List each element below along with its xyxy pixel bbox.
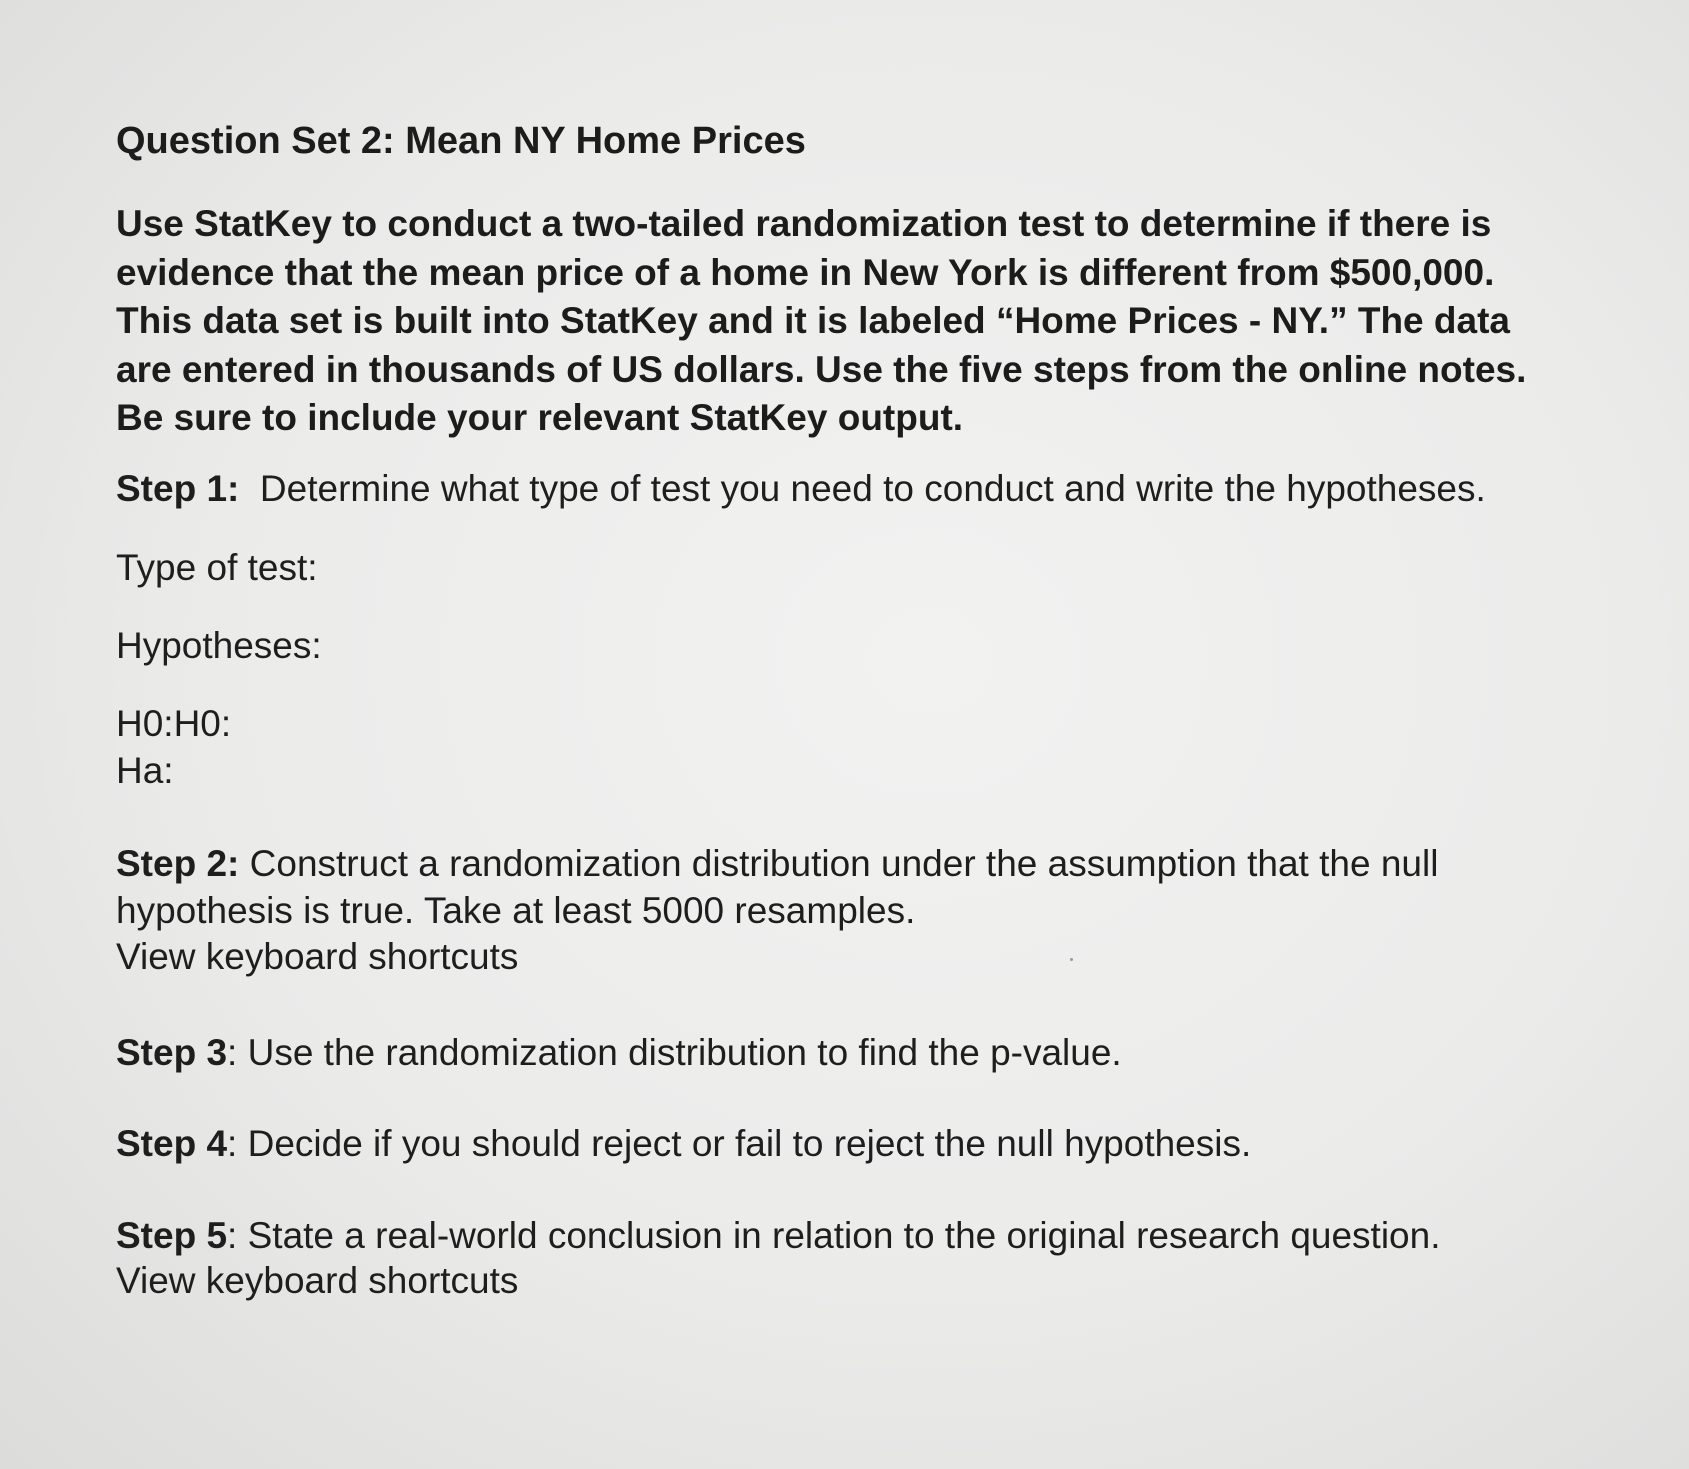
intro-line: are entered in thousands of US dollars. Use the five steps from the online notes. bbox=[116, 348, 1527, 390]
step3-label: Step 3 bbox=[116, 1032, 228, 1073]
type-of-test-label: Type of test: bbox=[116, 547, 318, 588]
step1-text: Determine what type of test you need to conduct and write the hypotheses. bbox=[259, 468, 1486, 509]
step2-line bbox=[116, 843, 1438, 885]
intro-paragraph bbox=[116, 200, 1526, 443]
ha-label: Ha: bbox=[116, 750, 174, 791]
step1-line bbox=[116, 468, 1486, 510]
step5-text: : State a real-world conclusion in relation to the original research question. bbox=[227, 1215, 1441, 1256]
step4-line bbox=[116, 1123, 1251, 1165]
step2-text: Construct a randomization distribution under the assumption that the null bbox=[249, 843, 1439, 884]
step5-label: Step 5 bbox=[116, 1215, 228, 1256]
hypotheses-label: Hypotheses: bbox=[116, 625, 322, 666]
intro-line: Use StatKey to conduct a two-tailed randomization test to determine if there is bbox=[116, 203, 1492, 244]
intro-line: evidence that the mean price of a home in New York is different from $500,000. bbox=[116, 251, 1495, 293]
step2-text-continued: hypothesis is true. Take at least 5000 resamples. bbox=[116, 890, 916, 931]
page-title: Question Set 2: Mean NY Home Prices bbox=[116, 120, 806, 162]
step2-label: Step 2: bbox=[116, 843, 240, 884]
intro-line: This data set is built into StatKey and it is labeled “Home Prices - NY.” The data bbox=[116, 300, 1510, 341]
step5-line bbox=[116, 1215, 1441, 1257]
step5-keyboard-shortcuts-link[interactable]: View keyboard shortcuts bbox=[116, 1260, 519, 1301]
step1-label: Step 1: bbox=[116, 468, 240, 509]
step2-keyboard-shortcuts-link[interactable]: View keyboard shortcuts bbox=[116, 936, 519, 977]
step3-line bbox=[116, 1032, 1122, 1074]
step3-text: : Use the randomization distribution to find the p-value. bbox=[227, 1032, 1122, 1073]
intro-line: Be sure to include your relevant StatKey output. bbox=[116, 397, 964, 438]
h0-label: H0:H0: bbox=[116, 703, 232, 744]
paper-speck bbox=[1070, 958, 1073, 961]
step4-text: : Decide if you should reject or fail to reject the null hypothesis. bbox=[227, 1123, 1252, 1164]
step4-label: Step 4 bbox=[116, 1123, 228, 1164]
